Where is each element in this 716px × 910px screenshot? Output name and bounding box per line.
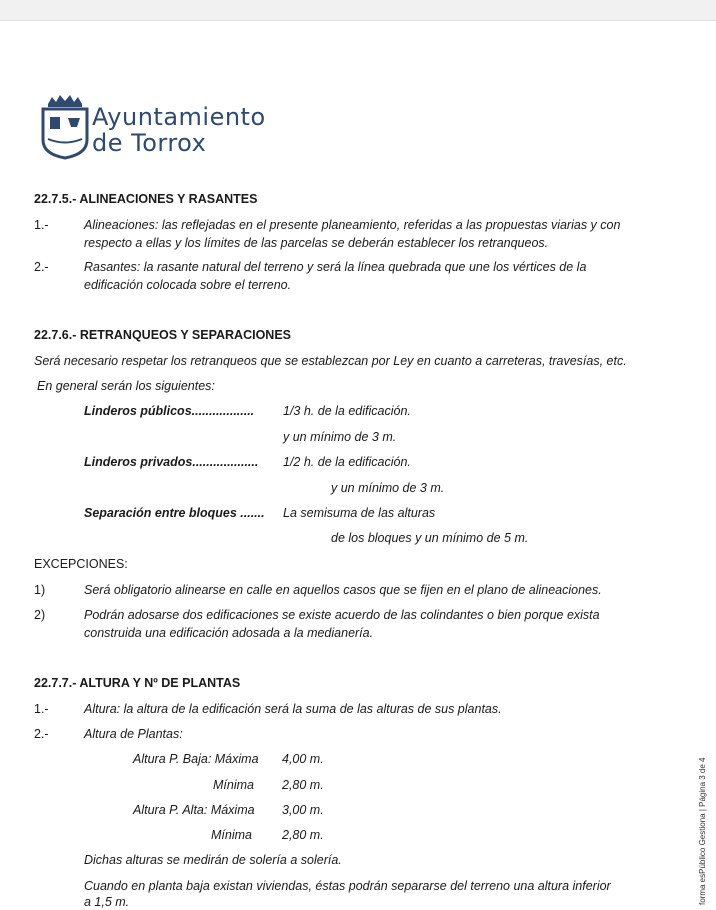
exception-line: Podrán adosarse dos edificaciones se existe acuerdo de las colindantes o bien porque exista [84,608,600,622]
paragraph-general: En general serán los siguientes: [37,379,215,393]
paragraph-line: Cuando en planta baja existan viviendas, éstas podrán separarse del terreno una altura inferior [84,879,611,893]
item-number: 2.- [34,727,49,741]
height-value: 3,00 m. [282,803,324,817]
height-label: Mínima [213,778,254,792]
height-value: 2,80 m. [282,828,324,842]
exception-line: construida una edificación adosada a la medianería. [84,626,374,640]
logo-text [92,104,266,156]
setback-label: Linderos públicos.................. [84,404,255,418]
paragraph-intro: Será necesario respetar los retranqueos que se establezcan por Ley en cuanto a carreteras, travesías, etc. [34,354,627,368]
ayuntamiento-logo [40,94,280,164]
setback-value: 1/2 h. de la edificación. [283,455,411,469]
setback-value: La semisuma de las alturas [283,506,436,520]
setback-value: 1/3 h. de la edificación. [283,404,411,418]
coat-of-arms-icon [40,94,90,160]
setback-label: Linderos privados................... [84,455,259,469]
exceptions-title: EXCEPCIONES: [34,557,128,571]
height-label: Mínima [211,828,252,842]
paragraph-line: Altura: la altura de la edificación será la suma de las alturas de sus plantas. [84,702,502,716]
exception-line: Será obligatorio alinearse en calle en aquellos casos que se fijen en el plano de alineaciones. [84,583,602,597]
exception-number: 1) [34,583,46,597]
setback-extra: de los bloques y un mínimo de 5 m. [331,531,529,545]
item-number: 1.- [34,218,49,232]
paragraph-line: Rasantes: la rasante natural del terreno y será la línea quebrada que une los vértices de la [84,260,587,274]
paragraph-line: edificación colocada sobre el terreno. [84,278,292,292]
page-side-footer: forma esPúblico Gestiona | Página 3 de 4 [698,757,707,905]
setback-extra: y un mínimo de 3 m. [331,481,445,495]
setback-label: Separación entre bloques ....... [84,506,265,520]
paragraph-line: Alineaciones: las reflejadas en el presente planeamiento, referidas a las propuestas viarias y con [84,218,621,232]
viewer-top-bar [0,0,716,21]
section-heading-alineaciones: 22.7.5.- ALINEACIONES Y RASANTES [34,192,258,206]
height-label: Altura P. Baja: Máxima [133,752,259,766]
logo-line-2: de Torrox [92,129,207,157]
paragraph-line: Altura de Plantas: [84,727,183,741]
exception-number: 2) [34,608,46,622]
paragraph-line: respecto a ellas y los límites de las parcelas se deberán establecer los retranqueos. [84,236,549,250]
height-label: Altura P. Alta: Máxima [133,803,255,817]
section-heading-retranqueos: 22.7.6.- RETRANQUEOS Y SEPARACIONES [34,328,292,342]
setback-extra: y un mínimo de 3 m. [283,430,397,444]
item-number: 1.- [34,702,49,716]
paragraph-line: Dichas alturas se medirán de solería a solería. [84,853,342,867]
item-number: 2.- [34,260,49,274]
height-value: 4,00 m. [282,752,324,766]
logo-line-1: Ayuntamiento [92,103,266,131]
height-value: 2,80 m. [282,778,324,792]
paragraph-line: a 1,5 m. [84,895,130,909]
section-heading-altura: 22.7.7.- ALTURA Y Nº DE PLANTAS [34,676,241,690]
